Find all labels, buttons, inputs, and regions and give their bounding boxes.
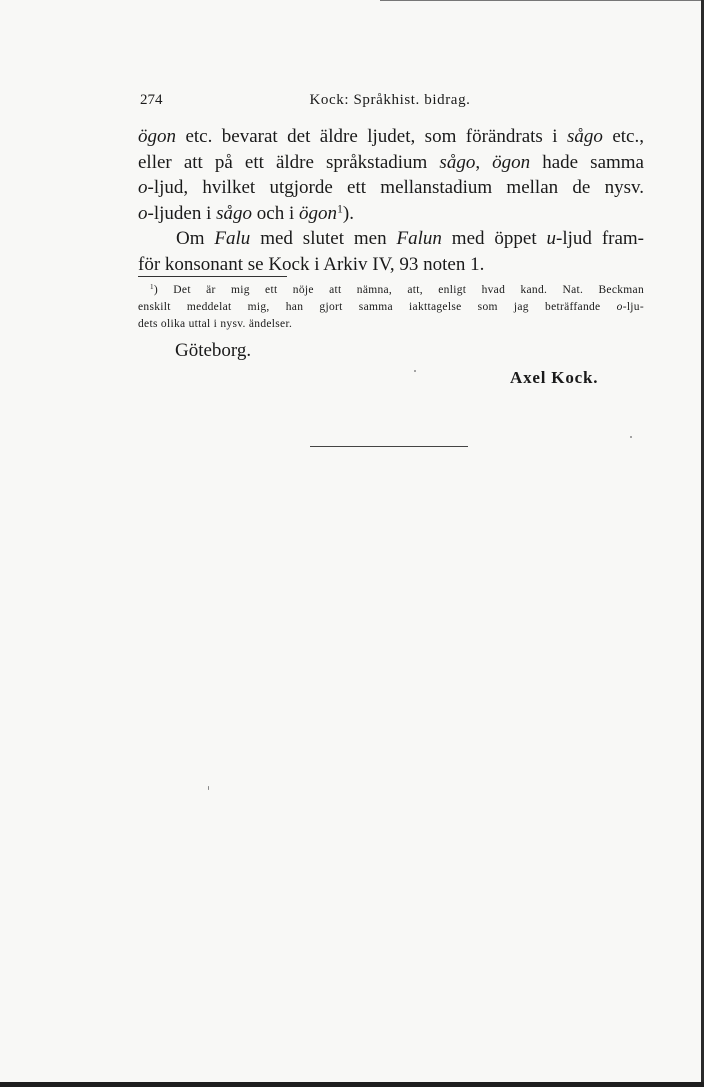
footnote-line bbox=[138, 316, 644, 333]
text-run: etc., bbox=[602, 126, 644, 147]
italic-word: ögon bbox=[138, 126, 176, 147]
scan-speck bbox=[208, 786, 209, 790]
footnote-ref: 1 bbox=[336, 202, 343, 216]
italic-word: o bbox=[138, 177, 148, 198]
italic-word: Falu bbox=[214, 228, 251, 249]
page-number: 274 bbox=[140, 92, 163, 108]
footnote-line bbox=[138, 299, 644, 316]
italic-word: sågo bbox=[566, 126, 603, 147]
scan-edge-bottom bbox=[0, 1082, 704, 1087]
text-line bbox=[138, 150, 644, 176]
page-header bbox=[140, 92, 640, 112]
text-run: hade samma bbox=[530, 151, 644, 173]
footnote-marker: 1 bbox=[150, 283, 154, 292]
text-line bbox=[138, 124, 644, 150]
text-run: med slutet men bbox=[250, 228, 397, 249]
italic-word: ögon bbox=[492, 151, 531, 173]
italic-word: u bbox=[546, 228, 557, 249]
text-run: etc. bevarat det äldre ljudet, som förändrats i bbox=[176, 126, 567, 147]
scan-speck bbox=[414, 370, 416, 372]
running-head: Kock: Språkhist. bidrag. bbox=[309, 92, 471, 108]
italic-word: sågo bbox=[216, 202, 253, 224]
text-line bbox=[138, 252, 644, 278]
text-run: ). bbox=[342, 202, 354, 224]
scan-speck bbox=[630, 436, 632, 438]
text-run: med öppet bbox=[441, 228, 547, 249]
text-run: och i bbox=[252, 202, 299, 224]
text-line bbox=[138, 226, 644, 252]
text-run: Om bbox=[176, 228, 215, 249]
footnote-line bbox=[138, 282, 644, 299]
italic-word: o bbox=[616, 301, 623, 313]
text-line bbox=[138, 201, 644, 227]
footnote-rule bbox=[138, 276, 287, 277]
text-run: -lju- bbox=[622, 301, 644, 313]
text-run: för konsonant se Kock i Arkiv IV, 93 noten 1. bbox=[138, 253, 485, 275]
text-run: enskilt meddelat mig, han gjort samma iakttagelse som jag beträffande bbox=[138, 301, 617, 313]
text-run: ) Det är mig ett nöje att nämna, att, enligt hvad kand. Nat. Beckman bbox=[153, 284, 644, 296]
text-run: dets olika uttal i nysv. ändelser. bbox=[138, 318, 293, 330]
place-name: Göteborg. bbox=[175, 340, 252, 361]
scan-edge-top bbox=[380, 0, 704, 1]
text-line bbox=[138, 175, 644, 201]
italic-word: o bbox=[138, 202, 148, 224]
closing-rule bbox=[310, 446, 468, 447]
text-run: eller att på ett äldre språkstadium bbox=[138, 151, 440, 173]
text-run: -ljud fram- bbox=[556, 228, 645, 249]
italic-word: ögon bbox=[298, 202, 337, 224]
italic-word: Falun bbox=[396, 228, 442, 249]
footnote bbox=[138, 282, 644, 333]
italic-word: sågo bbox=[439, 151, 476, 173]
body-text bbox=[138, 124, 644, 277]
author-signature: Axel Kock. bbox=[510, 368, 599, 387]
text-run: -ljud, hvilket utgjorde ett mellanstadium mellan de nysv. bbox=[147, 177, 644, 198]
text-run: -ljuden i bbox=[147, 202, 217, 224]
text-run: , bbox=[475, 151, 493, 173]
